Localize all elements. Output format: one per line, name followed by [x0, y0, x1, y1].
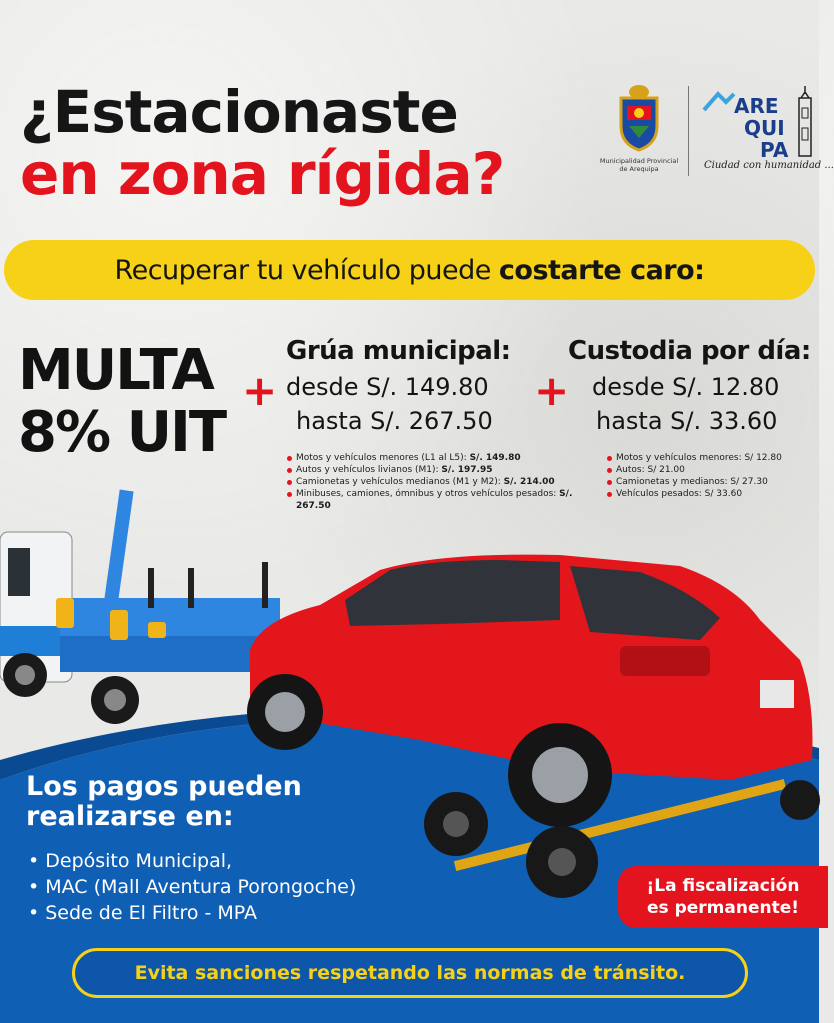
enforcement-badge — [618, 866, 828, 928]
fine-value: 8% UIT — [18, 400, 226, 465]
list-item: • Sede de El Filtro - MPA — [28, 900, 356, 926]
list-item: Motos y vehículos menores (L1 al L5): S/. 149.80 — [286, 452, 576, 464]
plus-icon: + — [242, 366, 278, 415]
headline-line-2: en zona rígida? — [20, 140, 505, 208]
list-item: Camionetas y medianos: S/ 27.30 — [606, 476, 816, 488]
headline-line-1: ¿Estacionaste — [20, 78, 458, 146]
city-tagline: Ciudad con humanidad ... — [704, 160, 834, 171]
footer-message: Evita sanciones respetando las normas de tránsito. — [72, 948, 748, 998]
tow-price-from: desde S/. 149.80 — [286, 373, 489, 401]
tow-truck — [0, 490, 280, 724]
logo-text-2: QUI — [744, 116, 785, 140]
tow-title: Grúa municipal: — [286, 336, 511, 366]
list-item: Camionetas y vehículos medianos (M1 y M2): S/. 214.00 — [286, 476, 576, 488]
badge-line-2: es permanente! — [647, 898, 799, 918]
banner-text: Recuperar tu vehículo puede — [114, 254, 491, 286]
custody-price-from: desde S/. 12.80 — [592, 373, 780, 401]
custody-price-to: hasta S/. 33.60 — [596, 407, 778, 435]
payments-title-line-1: Los pagos pueden — [26, 771, 302, 802]
badge-line-1: ¡La fiscalización — [646, 876, 800, 896]
custody-title: Custodia por día: — [568, 336, 811, 366]
list-item: • Depósito Municipal, — [28, 848, 356, 874]
fine-label: MULTA — [18, 338, 213, 403]
logo-text-1: ARE — [734, 94, 779, 118]
payment-places-list — [28, 848, 356, 926]
banner-text-bold: costarte caro: — [498, 254, 705, 286]
payments-title — [26, 772, 302, 832]
list-item: • MAC (Mall Aventura Porongoche) — [28, 874, 356, 900]
list-item: Motos y vehículos menores: S/ 12.80 — [606, 452, 816, 464]
list-item: Minibuses, camiones, ómnibus y otros vehículos pesados: S/. 267.50 — [286, 488, 576, 512]
list-item: Vehículos pesados: S/ 33.60 — [606, 488, 816, 500]
plus-icon: + — [534, 366, 570, 415]
municipality-name: Municipalidad Provincial de Arequipa — [599, 157, 679, 173]
list-item: Autos y vehículos livianos (M1): S/. 197.95 — [286, 464, 576, 476]
logo-text-3: PA — [760, 138, 789, 162]
tow-price-to: hasta S/. 267.50 — [296, 407, 493, 435]
payments-title-line-2: realizarse en: — [26, 801, 234, 832]
list-item: Autos: S/ 21.00 — [606, 464, 816, 476]
